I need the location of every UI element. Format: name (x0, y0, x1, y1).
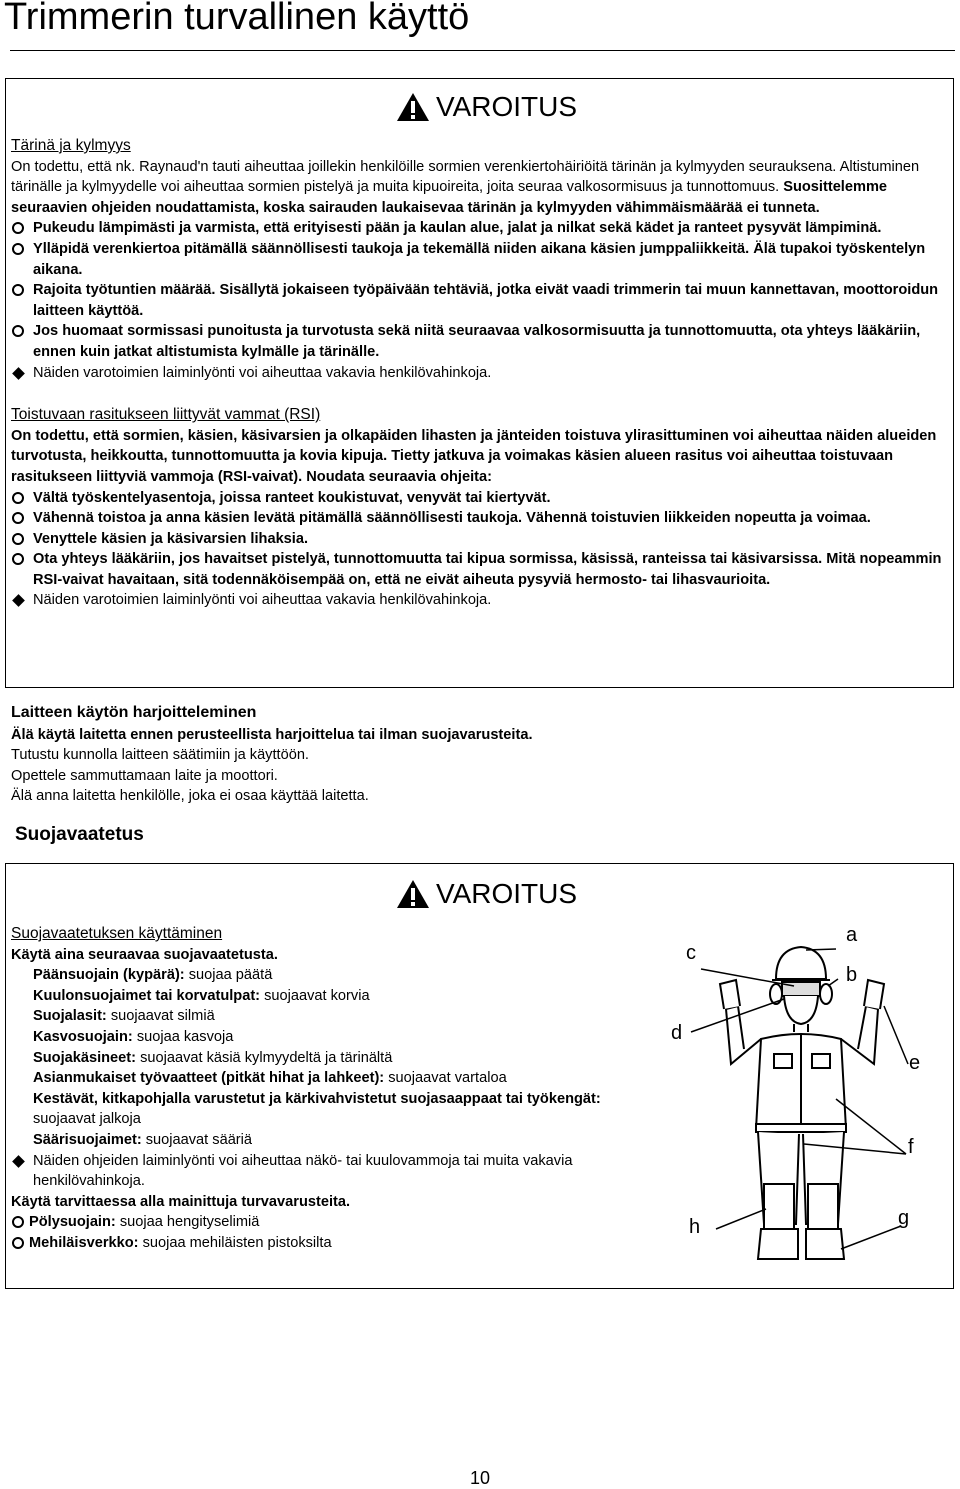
figure-label-e: e (909, 1052, 921, 1074)
vibration-intro-text: On todettu, että nk. Raynaud'n tauti aiheuttaa joillekin henkilöille sormien verenkiertohäiriöitä tärinän ja kylmyyden seurauksena. Altistuminen tärinälle ja kylmyydelle voi aiheuttaa sormien pistelyä ja muita kipuoireita, joita seuraa valkosormisuus ja tunnottomuus. (11, 158, 920, 196)
vibration-heading: Tärinä ja kylmyys (11, 137, 131, 154)
list-item-text: Vältä työskentelyasentoja, joissa ranteet koukistuvat, venyvät tai kiertyvät. (33, 489, 551, 506)
circle-bullet-icon (12, 1216, 24, 1228)
item-name: Kuulonsuojaimet tai korvatulpat: (33, 987, 261, 1004)
circle-bullet-icon (12, 222, 24, 234)
figure-label-h: h (689, 1216, 701, 1238)
item-name: Asianmukaiset työvaatteet (pitkät hihat ja lahkeet): (33, 1070, 385, 1087)
practice-line: Opettele sammuttamaan laite ja moottori. (11, 767, 278, 784)
item-desc: suojaa kasvoja (136, 1028, 234, 1045)
item-letter (11, 965, 33, 986)
warning-header (396, 878, 577, 910)
warning-triangle-icon (396, 879, 430, 909)
clothing-intro: Käytä aina seuraavaa suojavaatetusta. (11, 946, 278, 963)
list-item (11, 1027, 651, 1048)
list-item (11, 1130, 651, 1151)
rsi-intro: On todettu, että sormien, käsien, käsivarsien ja olkapäiden lihasten ja jänteiden toistuva ylirasittuminen voi aiheuttaa näiden alueiden turvotusta, heikkoutta, tunnottomuutta ja kovia kipuja. Tietty jatkuva ja voimakas käsien alueen rasitus voi aiheuttaa toistuvaan rasitukseen liittyviä vammoja (RSI-vaivat). Noudata seuraavia ohjeita: (11, 427, 937, 485)
list-item (11, 986, 651, 1007)
list-item-text: Ylläpidä verenkiertoa pitämällä säännöllisesti taukoja ja tekemällä niiden aikana käsien jumppaliikkeitä. Älä tupakoi työskentelyn aikana. (33, 240, 926, 278)
item-name: Kasvosuojain: (33, 1028, 133, 1045)
practice-heading: Laitteen käytön harjoitteleminen (11, 704, 257, 721)
list-item (11, 1048, 651, 1069)
warning-label: VAROITUS (436, 91, 578, 122)
practice-section (11, 703, 711, 807)
item-desc: suojaavat silmiä (110, 1008, 215, 1025)
list-item (11, 1212, 651, 1233)
list-item (11, 218, 949, 239)
circle-bullet-icon (12, 325, 24, 337)
item-desc: suojaavat vartaloa (388, 1070, 507, 1087)
warning-triangle-icon (396, 92, 430, 122)
item-letter (11, 1089, 33, 1110)
rsi-heading: Toistuvaan rasitukseen liittyvät vammat (RSI) (11, 406, 321, 424)
warning-note-text: Näiden varotoimien laiminlyönti voi aiheuttaa vakavia henkilövahinkoja. (33, 364, 492, 381)
vibration-intro (11, 157, 949, 219)
list-item-text: Rajoita työtuntien määrää. Sisällytä jokaiseen työpäivään tehtäviä, jotka eivät vaadi trimmerin tai muun kannettavan, moottoroidun laitteen käyttöä. (33, 282, 939, 319)
list-item-text: Jos huomaat sormissasi punoitusta ja turvotusta sekä niitä seuraavaa valkosormisuutta ja tunnottomuutta, ota yhteys lääkäriin, ennen kuin jatkat altistumista kylmälle ja tärinälle. (33, 323, 921, 360)
item-name: Kestävät, kitkapohjalla varustetut ja kärkivahvistetut suojasaappaat tai työkengät: (33, 1090, 601, 1107)
item-name: Pölysuojain: (29, 1214, 116, 1231)
warning-note (11, 363, 949, 384)
item-desc: suojaa hengityselimiä (119, 1214, 260, 1231)
item-name: Suojakäsineet: (33, 1049, 137, 1066)
diamond-bullet-icon (12, 367, 25, 380)
warning-note (11, 590, 949, 611)
warning-box-vibration (5, 78, 954, 688)
title-rule (10, 50, 955, 51)
list-item-text: Venyttele käsien ja käsivarsien lihaksia. (33, 530, 309, 547)
page-title: Trimmerin turvallinen käyttö (4, 0, 470, 38)
figure-label-c: c (686, 942, 696, 964)
list-item-text: Ota yhteys lääkäriin, jos havaitset pistelyä, tunnottomuutta tai kipua sormissa, käsissä, ranteissa tai käsivarsissa. Mitä nopeammin RSI-vaivat havaitaan, sitä todennäköisempää on, että ne eivät aiheuta pysyviä hermosto- tai lihasvaurioita. (33, 551, 942, 588)
warning-label: VAROITUS (436, 878, 578, 909)
figure-label-a: a (846, 924, 858, 946)
practice-line: Älä anna laitetta henkilölle, joka ei osaa käyttää laitetta. (11, 788, 369, 805)
item-name: Suojalasit: (33, 1008, 107, 1025)
list-item (11, 549, 949, 590)
circle-bullet-icon (12, 284, 24, 296)
section-heading-suojavaatetus: Suojavaatetus (15, 824, 144, 845)
warning-note-text: Näiden ohjeiden laiminlyönti voi aiheuttaa näkö- tai kuulovammoja tai muita vakavia henkilövahinkoja. (33, 1152, 573, 1190)
clothing-heading: Suojavaatetuksen käyttäminen (11, 925, 223, 942)
figure-label-b: b (846, 964, 858, 986)
item-desc: suojaavat korvia (264, 987, 370, 1004)
list-item-text: Vähennä toistoa ja anna käsien levätä pitämällä säännöllisesti taukoja. Vähennä toistuvien liikkeiden nopeutta ja voimaa. (33, 510, 871, 527)
item-desc: suojaa mehiläisten pistoksilta (142, 1234, 332, 1251)
diamond-bullet-icon (12, 1155, 25, 1168)
item-name: Päänsuojain (kypärä): (33, 967, 185, 984)
extra-heading: Käytä tarvittaessa alla mainittuja turvavarusteita. (11, 1193, 351, 1210)
item-letter (11, 986, 33, 1007)
item-letter (11, 1006, 33, 1027)
practice-line: Tutustu kunnolla laitteen säätimiin ja käyttöön. (11, 747, 309, 764)
practice-line: Älä käytä laitetta ennen perusteellista harjoittelua tai ilman suojavarusteita. (11, 726, 533, 743)
item-desc: suojaavat jalkoja (33, 1111, 141, 1128)
item-desc: suojaa päätä (188, 967, 273, 984)
list-item (11, 529, 949, 550)
item-letter (11, 1027, 33, 1048)
circle-bullet-icon (12, 512, 24, 524)
list-item-text: Pukeudu lämpimästi ja varmista, että erityisesti pään ja kaulan alue, jalat ja nilkat sekä kädet ja ranteet pysyvät lämpiminä. (33, 220, 882, 237)
item-desc: suojaavat käsiä kylmyydeltä ja tärinältä (140, 1049, 393, 1066)
figure-label-d: d (671, 1022, 683, 1044)
warning-box-protective-clothing (5, 863, 954, 1289)
list-item (11, 280, 949, 321)
item-desc: suojaavat sääriä (145, 1131, 253, 1148)
circle-bullet-icon (12, 243, 24, 255)
page-number: 10 (470, 1468, 491, 1488)
warning-note-text: Näiden varotoimien laiminlyönti voi aiheuttaa vakavia henkilövahinkoja. (33, 592, 492, 609)
warning-note (11, 1151, 651, 1192)
list-item (11, 1089, 651, 1130)
circle-bullet-icon (12, 553, 24, 565)
list-item (11, 488, 949, 509)
warning-header (396, 91, 577, 123)
list-item (11, 508, 949, 529)
item-name: Säärisuojaimet: (33, 1131, 142, 1148)
item-letter (11, 1068, 33, 1089)
item-letter (11, 1048, 33, 1069)
circle-bullet-icon (12, 1237, 24, 1249)
list-item (11, 1068, 651, 1089)
list-item (11, 321, 949, 362)
figure-label-g: g (898, 1207, 910, 1229)
list-item (11, 1233, 651, 1254)
vibration-intro-bold: Suosittelemme seuraavien ohjeiden noudattamista, koska sairauden laukaisevaa tärinän ja kylmyyden vähimmäismäärää ei tunneta. (11, 179, 888, 216)
diamond-bullet-icon (12, 595, 25, 608)
figure-label-f: f (908, 1136, 914, 1158)
item-name: Mehiläisverkko: (29, 1234, 139, 1251)
vibration-content (11, 134, 949, 611)
circle-bullet-icon (12, 533, 24, 545)
list-item (11, 239, 949, 280)
list-item (11, 965, 651, 986)
list-item (11, 1006, 651, 1027)
circle-bullet-icon (12, 492, 24, 504)
item-letter (11, 1130, 33, 1151)
clothing-content (11, 922, 651, 1254)
protective-gear-figure (646, 914, 946, 1274)
